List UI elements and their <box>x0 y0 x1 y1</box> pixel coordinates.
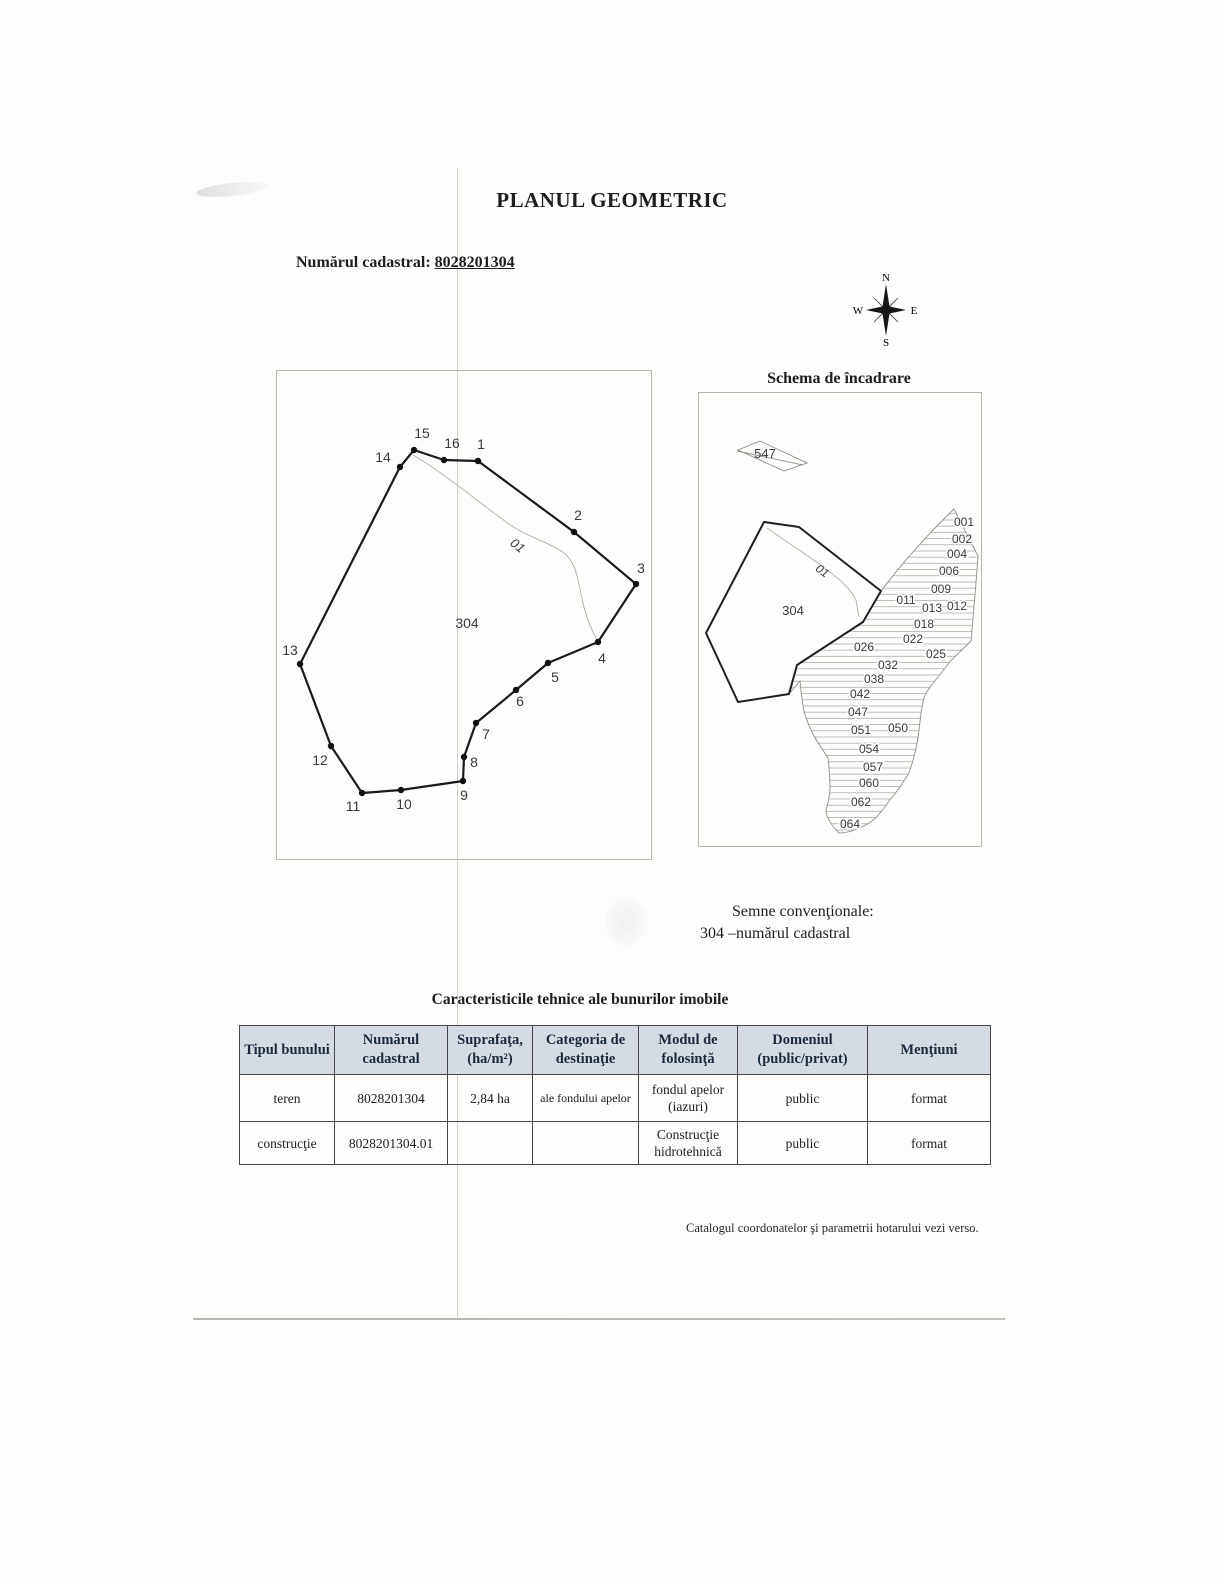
point-label: 1 <box>477 436 485 452</box>
parcel-label: 050 <box>887 721 909 735</box>
table-cell: fondul apelor (iazuri) <box>639 1075 738 1122</box>
parcel-label: 054 <box>858 742 880 756</box>
scan-smudge <box>605 898 647 946</box>
parcel-label: 022 <box>902 632 924 646</box>
point-label: 3 <box>637 560 645 576</box>
point-label: 5 <box>551 669 559 685</box>
table-cell: 8028201304.01 <box>335 1122 448 1165</box>
parcel-label: 047 <box>847 705 869 719</box>
point-label: 10 <box>396 796 412 812</box>
point-label: 16 <box>444 435 460 451</box>
legend-entry: 304 –numărul cadastral <box>700 925 851 942</box>
legend-title: Semne convenţionale: <box>732 903 874 920</box>
cadastral-number-label: Numărul cadastral: <box>296 254 431 271</box>
column-header: Domeniul (public/privat) <box>738 1026 868 1075</box>
point-label: 4 <box>598 650 606 666</box>
page-title: PLANUL GEOMETRIC <box>496 188 728 212</box>
cadastral-number-value: 8028201304 <box>434 254 515 271</box>
parcel-number-label: 304 <box>782 603 804 618</box>
table-title: Caracteristicile tehnice ale bunurilor imobile <box>431 991 729 1008</box>
boundary-point <box>359 790 365 796</box>
parcel-label: 042 <box>849 687 871 701</box>
parcel-label: 060 <box>858 776 880 790</box>
boundary-point <box>595 639 601 645</box>
bottom-divider-line <box>193 1318 1005 1320</box>
parcel-label: 026 <box>853 640 875 654</box>
parcel-label: 006 <box>938 564 960 578</box>
table-cell: public <box>738 1122 868 1165</box>
schema-panel <box>698 392 982 847</box>
table-cell: ale fondului apelor <box>533 1075 639 1122</box>
boundary-point <box>441 457 447 463</box>
parcel-label: 062 <box>850 795 872 809</box>
compass-west-label: W <box>852 305 864 317</box>
column-header: Menţiuni <box>868 1026 991 1075</box>
point-label: 8 <box>470 754 478 770</box>
compass-east-label: E <box>910 305 918 317</box>
parcel-547-label: 547 <box>754 446 776 461</box>
parcel-label: 004 <box>946 547 968 561</box>
column-header: Categoria de destinaţie <box>533 1026 639 1075</box>
characteristics-table <box>239 1025 991 1165</box>
boundary-point <box>297 661 303 667</box>
point-label: 2 <box>574 507 582 523</box>
point-label: 6 <box>516 693 524 709</box>
point-label: 11 <box>345 798 361 814</box>
compass-south-label: S <box>882 337 890 349</box>
column-header: Suprafaţa, (ha/m²) <box>448 1026 533 1075</box>
thin-boundary-line <box>413 455 598 642</box>
parcel-label: 009 <box>930 582 952 596</box>
table-row <box>240 1075 991 1122</box>
boundary-point <box>398 787 404 793</box>
compass-north-label: N <box>882 272 890 284</box>
table-cell <box>533 1122 639 1165</box>
column-header: Tipul bunului <box>240 1026 335 1075</box>
schema-title: Schema de încadrare <box>767 370 911 387</box>
boundary-line-label: 01 <box>812 561 832 581</box>
boundary-point <box>475 458 481 464</box>
compass-star <box>866 284 906 336</box>
point-label: 15 <box>414 425 430 441</box>
boundary-point <box>461 754 467 760</box>
table-header-row <box>240 1026 991 1075</box>
boundary-point <box>328 743 334 749</box>
parcel-label: 025 <box>925 647 947 661</box>
cadastral-number-line <box>296 254 515 272</box>
schema-drawing <box>699 393 981 846</box>
point-label: 9 <box>460 787 468 803</box>
parcel-label: 001 <box>953 515 975 529</box>
table-row <box>240 1122 991 1165</box>
boundary-point <box>397 464 403 470</box>
parcel-label: 051 <box>850 723 872 737</box>
parcel-label: 013 <box>921 601 943 615</box>
table-cell: 2,84 ha <box>448 1075 533 1122</box>
parcel-label: 038 <box>863 672 885 686</box>
point-label: 14 <box>375 449 391 465</box>
column-header: Modul de folosinţă <box>639 1026 738 1075</box>
table-cell <box>448 1122 533 1165</box>
footer-note: Catalogul coordonatelor şi parametrii hotarului vezi verso. <box>686 1221 979 1235</box>
table-cell: public <box>738 1075 868 1122</box>
parcel-label: 064 <box>839 817 861 831</box>
parcel-label: 018 <box>913 617 935 631</box>
compass-rose <box>848 272 924 348</box>
boundary-line-label: 01 <box>507 535 529 556</box>
parcel-label: 032 <box>877 658 899 672</box>
parcel-number-label: 304 <box>455 615 479 631</box>
boundary-point <box>411 447 417 453</box>
parcel-label: 057 <box>862 760 884 774</box>
boundary-point <box>633 581 639 587</box>
legend-block <box>700 901 960 945</box>
boundary-point <box>571 529 577 535</box>
main-plan-drawing <box>277 371 651 859</box>
table-cell: format <box>868 1122 991 1165</box>
boundary-point <box>473 720 479 726</box>
point-label: 13 <box>282 642 298 658</box>
boundary-point <box>460 778 466 784</box>
table-cell: teren <box>240 1075 335 1122</box>
parcel-label: 011 <box>896 593 916 607</box>
table-cell: format <box>868 1075 991 1122</box>
table-cell: construcţie <box>240 1122 335 1165</box>
parcel-label: 002 <box>951 532 973 546</box>
parcel-label: 012 <box>946 599 968 613</box>
point-label: 7 <box>482 726 490 742</box>
main-plan-panel <box>276 370 652 860</box>
table-cell: 8028201304 <box>335 1075 448 1122</box>
boundary-point <box>545 660 551 666</box>
table-cell: Construcţie hidrotehnică <box>639 1122 738 1165</box>
column-header: Numărul cadastral <box>335 1026 448 1075</box>
point-label: 12 <box>312 752 328 768</box>
